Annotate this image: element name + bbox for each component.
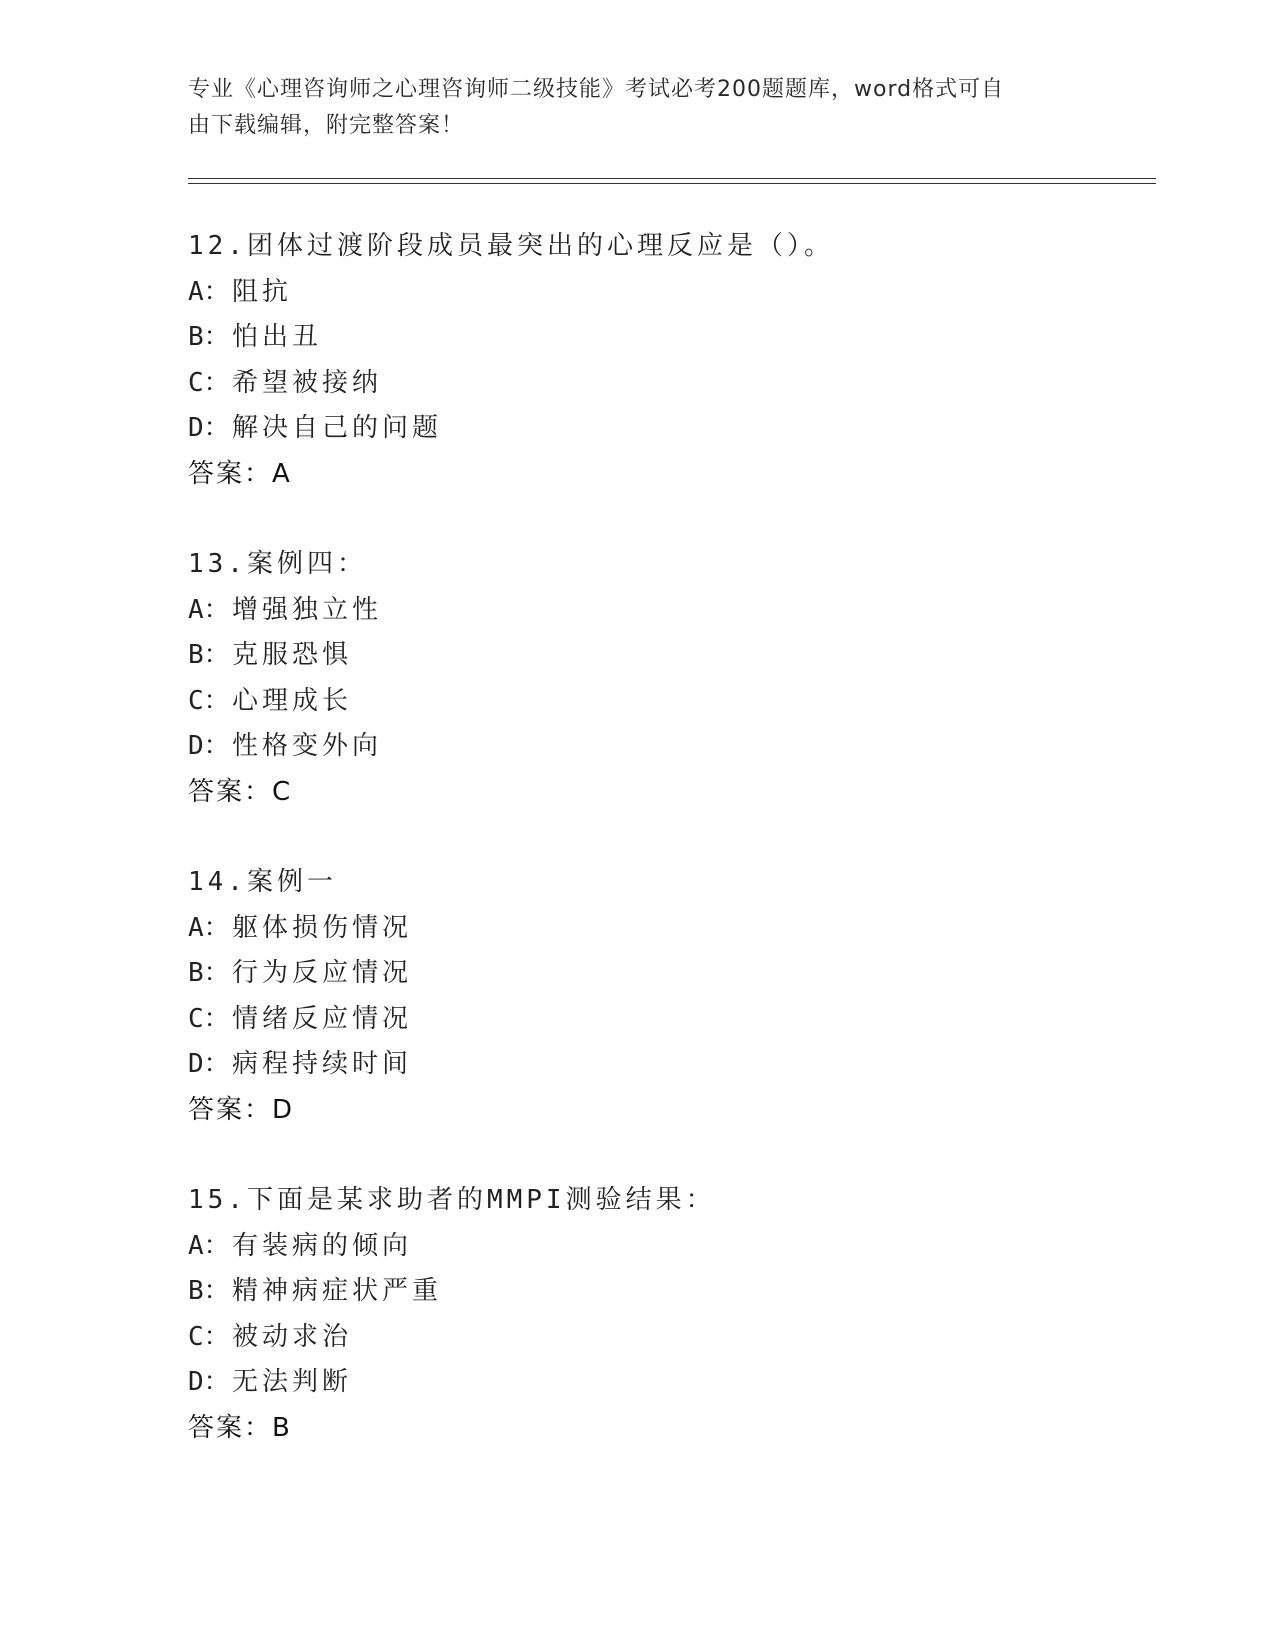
option-key: D： (188, 1367, 230, 1397)
option-text: 怕出丑 (232, 322, 323, 352)
option-text: 行为反应情况 (232, 958, 413, 988)
option-text: 希望被接纳 (232, 367, 383, 398)
option-a (188, 1224, 1088, 1270)
option-key: C： (188, 685, 230, 716)
option-key: D： (188, 413, 230, 443)
option-c (188, 1315, 1088, 1361)
option-text: 被动求治 (232, 1321, 353, 1352)
answer: 答案：A (188, 458, 292, 489)
question-stem (188, 860, 1088, 906)
option-text: 无法判断 (232, 1367, 353, 1397)
option-d (188, 1042, 1088, 1088)
option-d (188, 406, 1088, 452)
option-text: 有装病的倾向 (232, 1230, 413, 1261)
option-key: B： (188, 322, 230, 352)
option-key: C： (188, 1321, 230, 1352)
option-key: C： (188, 367, 230, 398)
option-c (188, 679, 1088, 725)
option-key: B： (188, 1276, 230, 1306)
option-c (188, 997, 1088, 1043)
question-stem (188, 1178, 1088, 1224)
header-line-2: 由下载编辑，附完整答案！ (188, 113, 465, 138)
option-key: D： (188, 731, 230, 761)
option-key: A： (188, 276, 230, 307)
option-text: 躯体损伤情况 (232, 912, 413, 943)
option-b (188, 1269, 1088, 1315)
option-text: 解决自己的问题 (232, 413, 443, 443)
option-text: 阻抗 (232, 276, 293, 307)
option-a (188, 588, 1088, 634)
option-key: A： (188, 912, 230, 943)
question-stem-text: 15.下面是某求助者的MMPI测验结果： (188, 1185, 716, 1215)
option-b (188, 951, 1088, 997)
question-13 (188, 542, 1088, 815)
option-d (188, 1360, 1088, 1406)
option-text: 增强独立性 (232, 594, 383, 625)
option-a (188, 906, 1088, 952)
option-key: B： (188, 958, 230, 988)
question-stem-text: 12.团体过渡阶段成员最突出的心理反应是（）。 (188, 231, 834, 261)
option-d (188, 724, 1088, 770)
answer: 答案：C (188, 776, 293, 807)
option-a (188, 270, 1088, 316)
question-15 (188, 1178, 1088, 1451)
option-key: A： (188, 594, 230, 625)
option-b (188, 315, 1088, 361)
option-text: 精神病症状严重 (232, 1276, 443, 1306)
header-line-1: 专业《心理咨询师之心理咨询师二级技能》考试必考200题题库，word格式可自 (188, 77, 1005, 102)
question-stem-text: 13.案例四： (188, 549, 367, 579)
answer: 答案：B (188, 1412, 292, 1443)
question-stem (188, 224, 1088, 270)
option-text: 病程持续时间 (232, 1049, 413, 1079)
question-stem-text: 14.案例一 (188, 867, 337, 897)
option-key: C： (188, 1003, 230, 1034)
option-key: D： (188, 1049, 230, 1079)
option-text: 性格变外向 (232, 731, 383, 761)
question-stem (188, 542, 1088, 588)
option-text: 心理成长 (232, 685, 353, 716)
option-c (188, 361, 1088, 407)
answer: 答案：D (188, 1094, 295, 1125)
option-text: 克服恐惧 (232, 640, 353, 670)
option-b (188, 633, 1088, 679)
option-key: B： (188, 640, 230, 670)
header-divider (188, 178, 1156, 184)
document-header (188, 72, 1068, 144)
question-14 (188, 860, 1088, 1133)
option-text: 情绪反应情况 (232, 1003, 413, 1034)
option-key: A： (188, 1230, 230, 1261)
question-12 (188, 224, 1088, 497)
